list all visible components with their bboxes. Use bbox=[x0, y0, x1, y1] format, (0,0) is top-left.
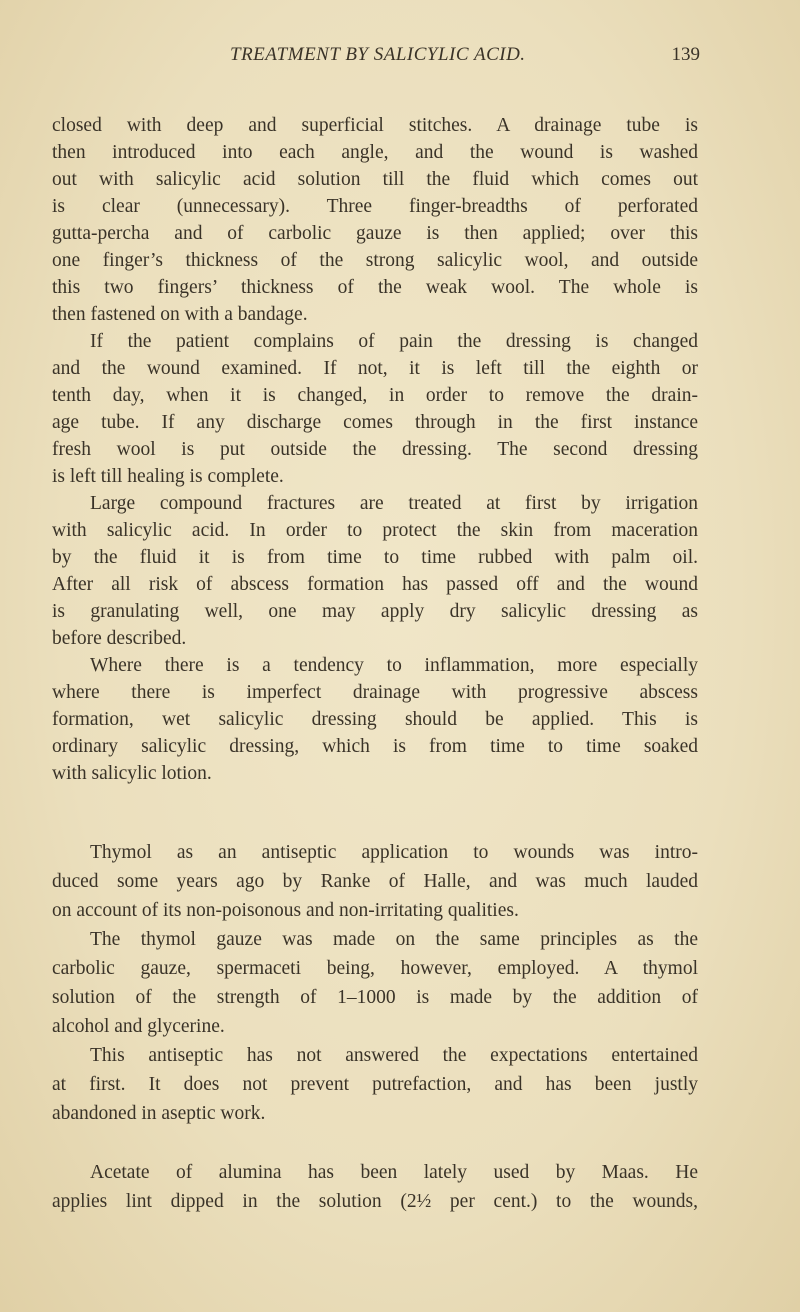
text-line: then fastened on with a bandage. bbox=[52, 304, 308, 325]
text-line: tenth day, when it is changed, in order to remove the drain- bbox=[52, 385, 698, 406]
text-line: solution of the strength of 1–1000 is made by the addition of bbox=[52, 987, 698, 1008]
text-line: Large compound fractures are treated at first by irrigation bbox=[90, 493, 698, 514]
text-line: applies lint dipped in the solution (2½ per cent.) to the wounds, bbox=[52, 1191, 698, 1212]
text-line: formation, wet salicylic dressing should be applied. This is bbox=[52, 709, 698, 730]
running-title: TREATMENT BY SALICYLIC ACID. bbox=[230, 44, 526, 65]
text-line: The thymol gauze was made on the same principles as the bbox=[90, 929, 698, 950]
text-line: age tube. If any discharge comes through in the first instance bbox=[52, 412, 698, 433]
text-line: Where there is a tendency to inflammation, more especially bbox=[90, 655, 698, 676]
text-line: one finger’s thickness of the strong salicylic wool, and outside bbox=[52, 250, 698, 271]
text-line: fresh wool is put outside the dressing. The second dressing bbox=[52, 439, 698, 460]
text-block-salicylic-dressing bbox=[52, 112, 698, 787]
text-line: by the fluid it is from time to time rubbed with palm oil. bbox=[52, 547, 698, 568]
text-line: out with salicylic acid solution till the fluid which comes out bbox=[52, 169, 698, 190]
text-line: gutta-percha and of carbolic gauze is then applied; over this bbox=[52, 223, 698, 244]
text-line: then introduced into each angle, and the wound is washed bbox=[52, 142, 698, 163]
text-line: This antiseptic has not answered the expectations entertained bbox=[90, 1045, 698, 1066]
text-line: at first. It does not prevent putrefaction, and has been justly bbox=[52, 1074, 698, 1095]
text-line: and the wound examined. If not, it is left till the eighth or bbox=[52, 358, 698, 379]
text-line: on account of its non-poisonous and non-irritating qualities. bbox=[52, 900, 519, 921]
text-line: If the patient complains of pain the dressing is changed bbox=[90, 331, 698, 352]
text-line: Thymol as an antiseptic application to wounds was intro- bbox=[90, 842, 698, 863]
text-line: alcohol and glycerine. bbox=[52, 1016, 225, 1037]
text-line: duced some years ago by Ranke of Halle, and was much lauded bbox=[52, 871, 698, 892]
text-line: before described. bbox=[52, 628, 187, 649]
text-line: Acetate of alumina has been lately used by Maas. He bbox=[90, 1162, 698, 1183]
text-line: is clear (unnecessary). Three finger-breadths of perforated bbox=[52, 196, 698, 217]
text-line: this two fingers’ thickness of the weak wool. The whole is bbox=[52, 277, 698, 298]
text-block-acetate-of-alumina bbox=[52, 1158, 698, 1216]
text-line: carbolic gauze, spermaceti being, however, employed. A thymol bbox=[52, 958, 698, 979]
text-line: After all risk of abscess formation has passed off and the wound bbox=[52, 574, 698, 595]
text-block-thymol bbox=[52, 838, 698, 1128]
text-line: abandoned in aseptic work. bbox=[52, 1103, 266, 1124]
text-line: with salicylic acid. In order to protect the skin from maceration bbox=[52, 520, 698, 541]
text-line: where there is imperfect drainage with progressive abscess bbox=[52, 682, 698, 703]
text-line: is left till healing is complete. bbox=[52, 466, 284, 487]
page-number: 139 bbox=[671, 44, 700, 65]
text-line: is granulating well, one may apply dry salicylic dressing as bbox=[52, 601, 698, 622]
text-line: closed with deep and superficial stitches. A drainage tube is bbox=[52, 115, 698, 136]
text-line: ordinary salicylic dressing, which is from time to time soaked bbox=[52, 736, 698, 757]
running-header bbox=[230, 44, 700, 74]
text-line: with salicylic lotion. bbox=[52, 763, 212, 784]
